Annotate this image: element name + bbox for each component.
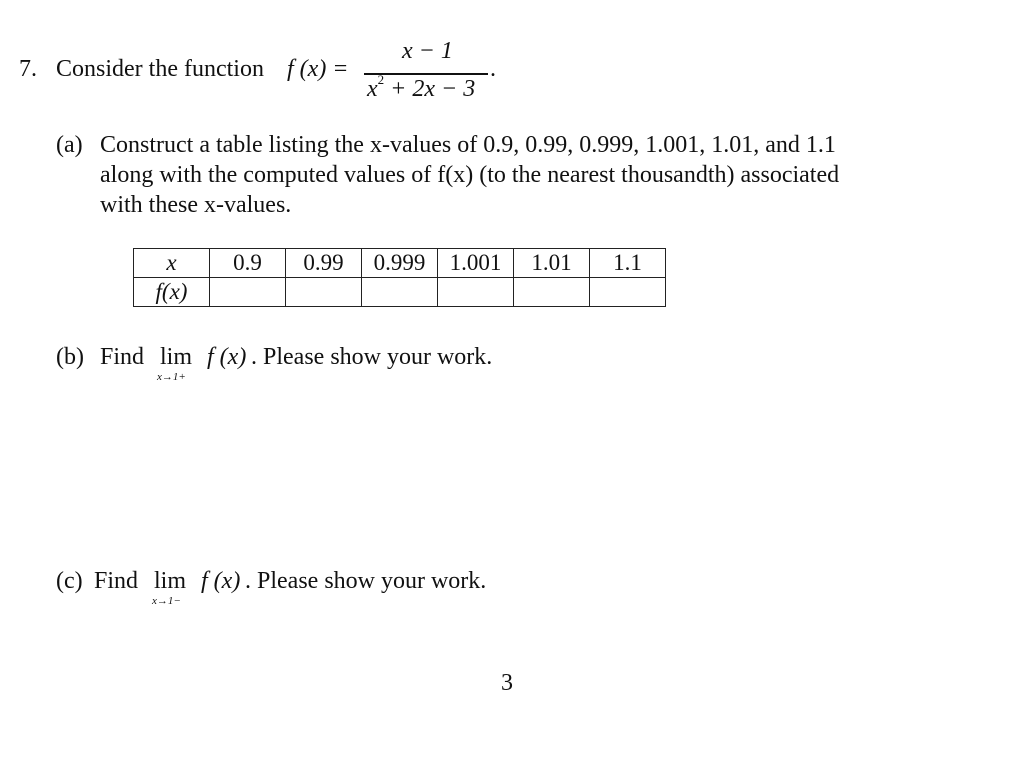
part-a-line-1: Construct a table listing the x-values of 0.9, 0.99, 0.999, 1.001, 1.01, and 1.1 xyxy=(100,132,836,158)
fraction-denominator xyxy=(367,72,476,103)
table-cell-fx-blank xyxy=(438,278,514,307)
part-b-expression: f (x) xyxy=(207,344,247,370)
part-a-line-3: with these x-values. xyxy=(100,192,292,218)
table-cell-fx-blank xyxy=(590,278,666,307)
part-b-label: (b) xyxy=(56,344,84,370)
function-lhs: f (x) = xyxy=(287,56,349,82)
denominator-var: x xyxy=(367,76,378,102)
table-cell-fx-blank xyxy=(362,278,438,307)
part-b-lim-subscript: x→1+ xyxy=(157,371,186,383)
denominator-rest: + 2x − 3 xyxy=(384,76,476,102)
part-c-label: (c) xyxy=(56,568,83,594)
part-b-lim: lim xyxy=(160,344,193,370)
part-c-lim-subscript: x→1− xyxy=(152,595,181,607)
table-cell-x: 0.99 xyxy=(286,249,362,278)
table-row-fx xyxy=(134,278,666,307)
table-cell-x: 1.1 xyxy=(590,249,666,278)
table-header-x: x xyxy=(134,249,210,278)
function-period: . xyxy=(490,56,496,82)
table-cell-fx-blank xyxy=(286,278,362,307)
question-number: 7. xyxy=(19,56,37,82)
part-a-line-2: along with the computed values of f(x) (to the nearest thousandth) associated xyxy=(100,162,840,188)
table-cell-x: 1.001 xyxy=(438,249,514,278)
question-intro: Consider the function xyxy=(56,56,264,82)
fraction-numerator: x − 1 xyxy=(402,38,453,64)
table-header-fx: f(x) xyxy=(134,278,210,307)
denominator-exponent: 2 xyxy=(377,72,385,87)
part-a-label: (a) xyxy=(56,132,83,158)
table-cell-fx-blank xyxy=(514,278,590,307)
value-table xyxy=(133,248,666,307)
part-b-find: Find xyxy=(100,344,145,370)
part-c-expression: f (x) xyxy=(201,568,241,594)
part-c-find: Find xyxy=(94,568,139,594)
table-cell-x: 0.999 xyxy=(362,249,438,278)
part-b-instruction: . Please show your work. xyxy=(251,344,493,370)
part-c-lim: lim xyxy=(154,568,187,594)
table-cell-x: 1.01 xyxy=(514,249,590,278)
table-cell-fx-blank xyxy=(210,278,286,307)
table-cell-x: 0.9 xyxy=(210,249,286,278)
part-c-instruction: . Please show your work. xyxy=(245,568,487,594)
table-row-x xyxy=(134,249,666,278)
page-number: 3 xyxy=(501,670,513,696)
